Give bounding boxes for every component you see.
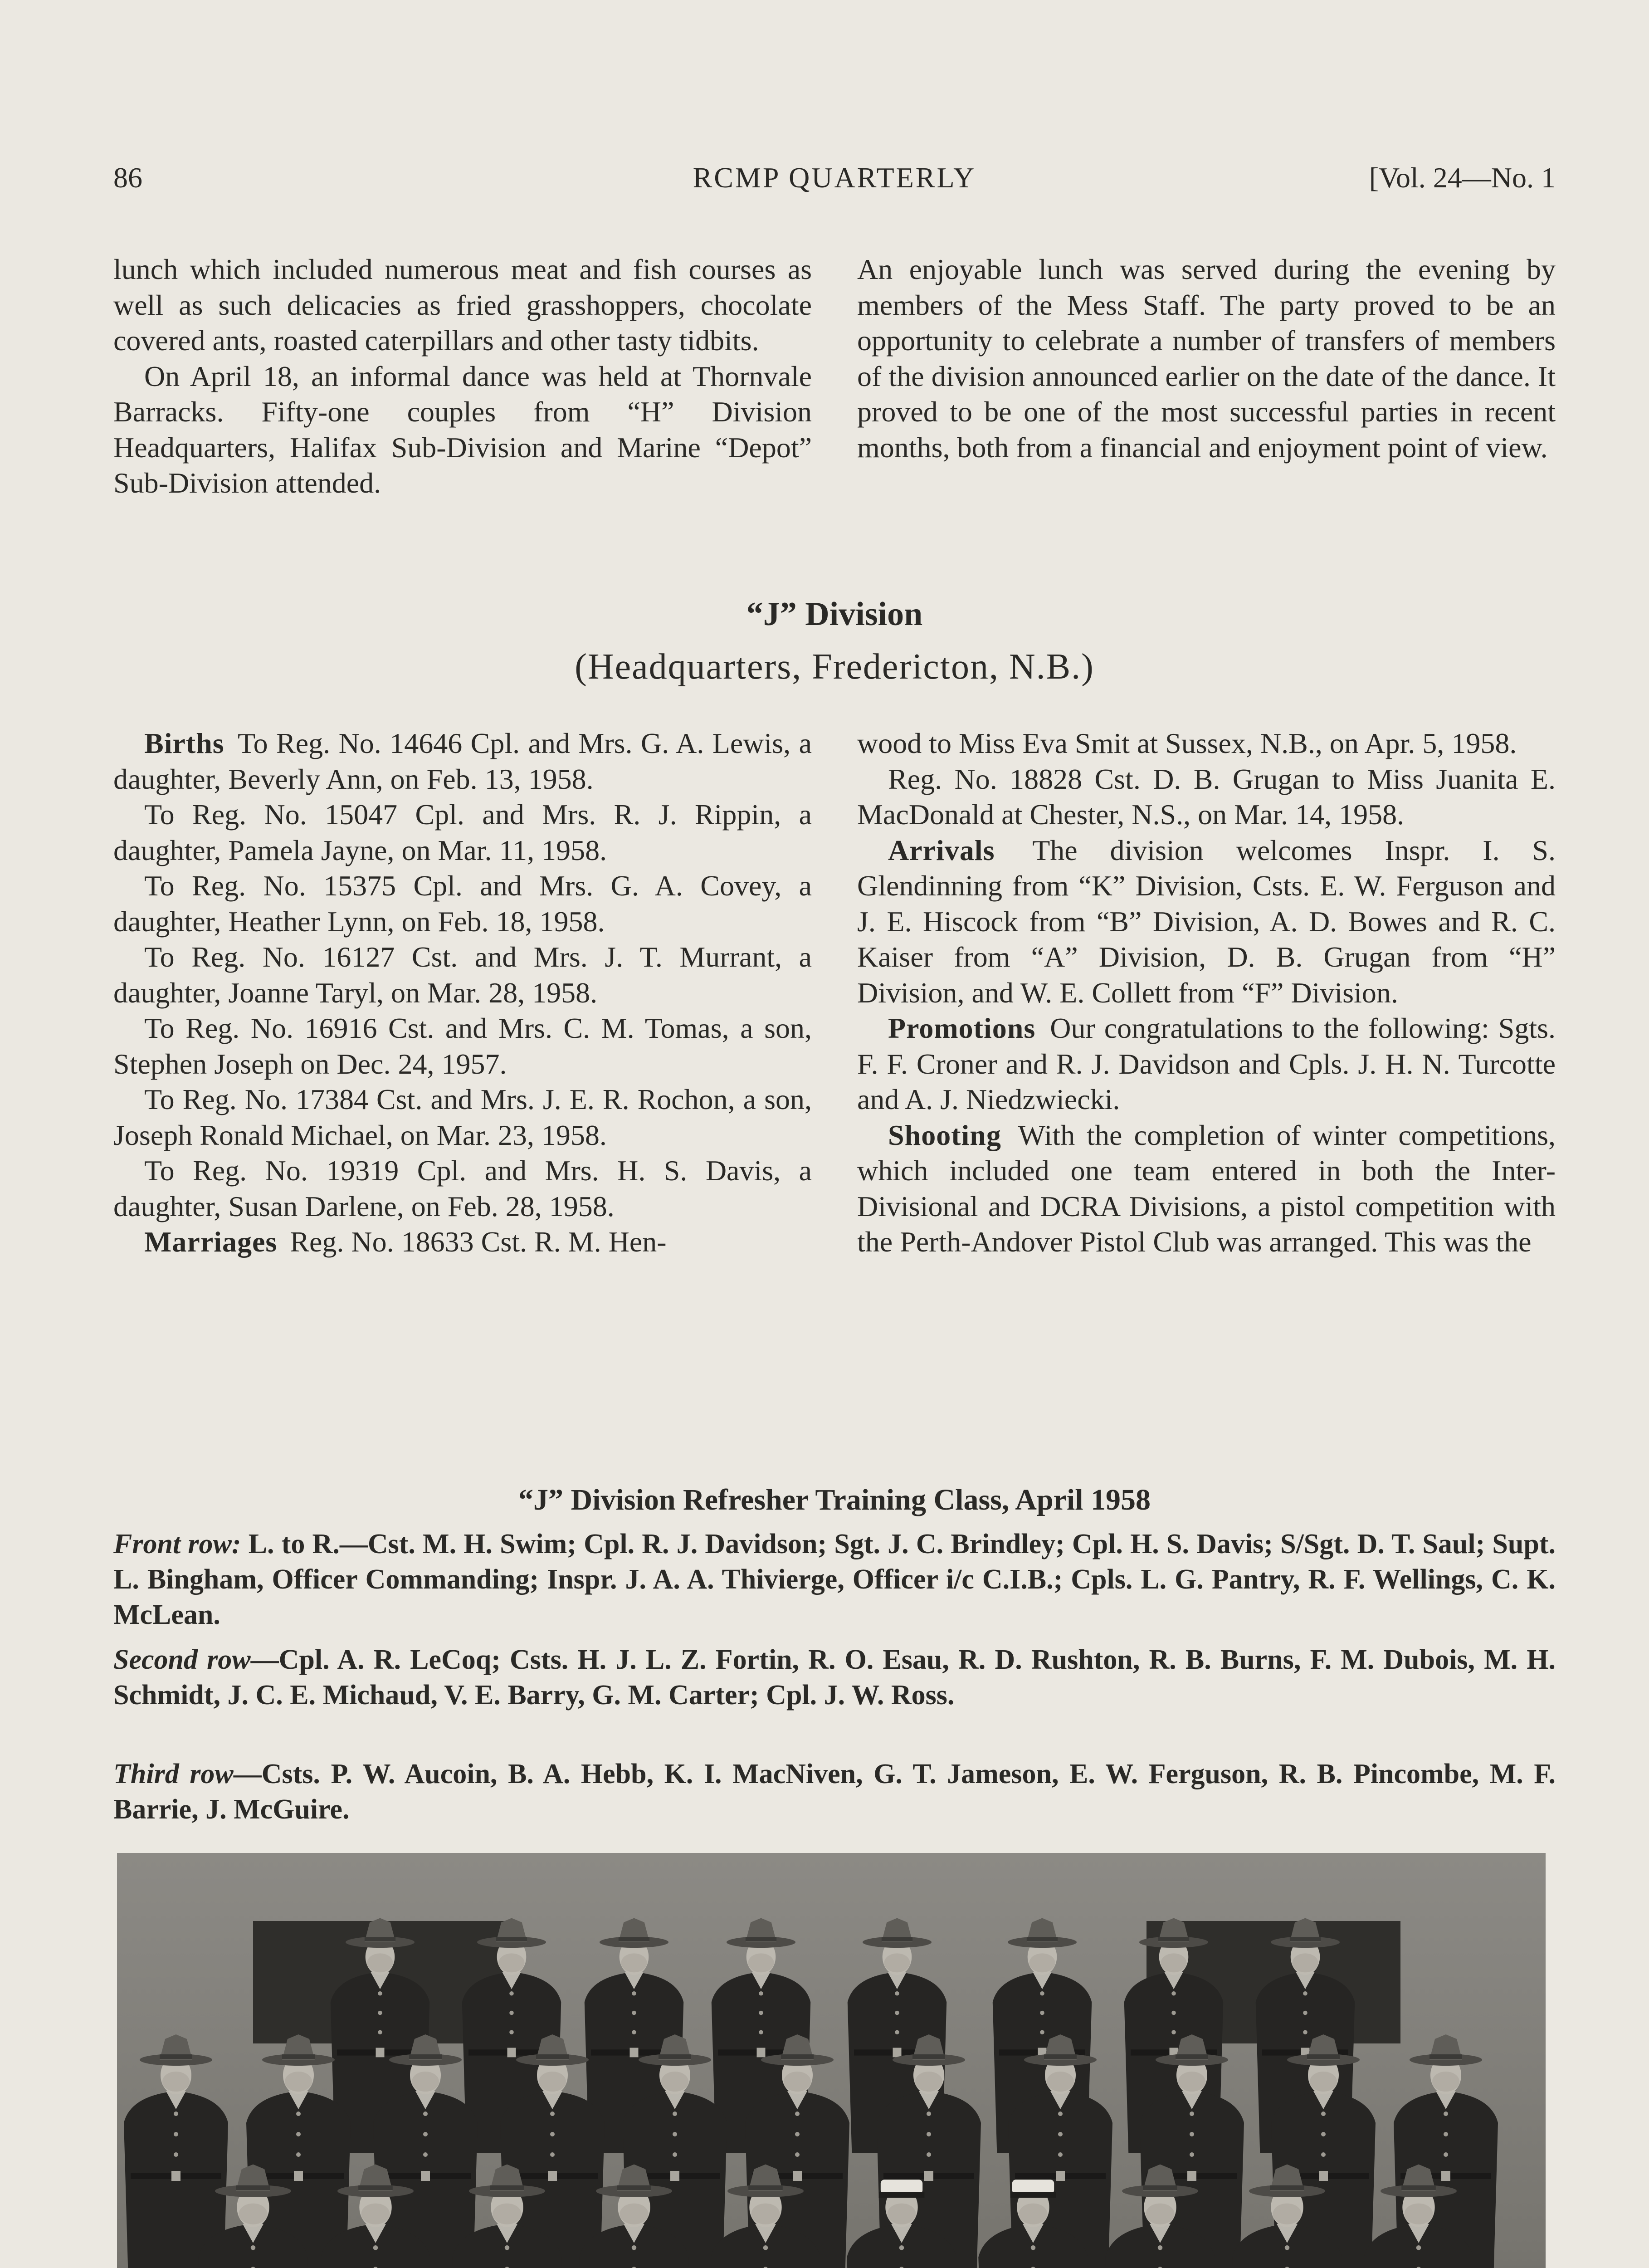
run-in-head-marriages: Marriages bbox=[144, 1226, 278, 1258]
paragraph: To Reg. No. 19319 Cpl. and Mrs. H. S. Davis, a daughter, Susan Darlene, on Feb. 28, 1958. bbox=[113, 1154, 812, 1222]
caption-row-label: Front row: bbox=[113, 1529, 241, 1559]
caption-second-row bbox=[113, 1642, 1556, 1713]
caption-row-label: Second row bbox=[113, 1644, 251, 1675]
caption-third-row bbox=[113, 1756, 1556, 1827]
promotions-paragraph bbox=[857, 1011, 1556, 1118]
paragraph: On April 18, an informal dance was held at Thornvale Barracks. Fifty-one couples from “H” Division Headquarters, Halifax Sub-Division and Marine “Depot” Sub-Division attended. bbox=[113, 360, 812, 499]
division-subheading: (Headquarters, Fredericton, N.B.) bbox=[575, 647, 1094, 687]
paragraph: Reg. No. 18828 Cst. D. B. Grugan to Miss Juanita E. MacDonald at Chester, N.S., on Mar. 14, 1958. bbox=[857, 763, 1556, 831]
page-number: 86 bbox=[113, 161, 142, 194]
run-in-head-shooting: Shooting bbox=[888, 1119, 1001, 1151]
paragraph: To Reg. No. 16916 Cst. and Mrs. C. M. Tomas, a son, Stephen Joseph on Dec. 24, 1957. bbox=[113, 1012, 812, 1080]
caption-row-text: —Cpl. A. R. LeCoq; Csts. H. J. L. Z. Fortin, R. O. Esau, R. D. Rushton, R. B. Burns, F. M. Dubois, M. H. Schmidt, J. C. E. Michaud, V. E. Barry, G. M. Carter; Cpl. J. W. Ross. bbox=[113, 1644, 1556, 1711]
paragraph-text: With the completion of winter competitions, which included one team entered in both the Inter-Divisional and DCRA Divisions, a pistol competition with the Perth-Andover Pistol Club was arranged. This was the bbox=[857, 1119, 1556, 1258]
paragraph-text: The division welcomes Inspr. I. S. Glendinning from “K” Division, Csts. E. W. Ferguson and J. E. Hiscock from “B” Division, A. D. Bowes and R. C. Kaiser from “A” Division, D. B. Grugan from “H” Division, and W. E. Collett from “F” Division. bbox=[857, 834, 1556, 1009]
running-head bbox=[113, 161, 1556, 202]
run-in-head-arrivals: Arrivals bbox=[888, 834, 995, 866]
caption-row-label: Third row bbox=[113, 1759, 234, 1789]
top-left-column bbox=[113, 252, 812, 501]
photo-caption-title: “J” Division Refresher Training Class, April 1958 bbox=[518, 1483, 1151, 1516]
shooting-paragraph bbox=[857, 1118, 1556, 1260]
paragraph: To Reg. No. 17384 Cst. and Mrs. J. E. R. Rochon, a son, Joseph Ronald Michael, on Mar. 23, 1958. bbox=[113, 1083, 812, 1151]
volume-issue: [Vol. 24—No. 1 bbox=[1369, 161, 1556, 194]
run-in-head-promotions: Promotions bbox=[888, 1012, 1036, 1044]
births-paragraph bbox=[113, 726, 812, 797]
run-in-head-births: Births bbox=[144, 727, 224, 759]
arrivals-paragraph bbox=[857, 833, 1556, 1011]
paragraph: To Reg. No. 16127 Cst. and Mrs. J. T. Murrant, a daughter, Joanne Taryl, on Mar. 28, 1958. bbox=[113, 941, 812, 1009]
caption-row-text: —Csts. P. W. Aucoin, B. A. Hebb, K. I. MacNiven, G. T. Jameson, E. W. Ferguson, R. B. Pincombe, M. F. Barrie, J. McGuire. bbox=[113, 1759, 1556, 1825]
paragraph: To Reg. No. 15047 Cpl. and Mrs. R. J. Rippin, a daughter, Pamela Jayne, on Mar. 11, 1958. bbox=[113, 798, 812, 866]
right-column bbox=[857, 726, 1556, 1260]
paragraph: To Reg. No. 15375 Cpl. and Mrs. G. A. Covey, a daughter, Heather Lynn, on Feb. 18, 1958. bbox=[113, 870, 812, 938]
paragraph: lunch which included numerous meat and fish courses as well as such delicacies as fried grasshoppers, chocolate covered ants, roasted caterpillars and other tasty tidbits. bbox=[113, 253, 812, 357]
paragraph-text: Reg. No. 18633 Cst. R. M. Hen- bbox=[290, 1226, 667, 1258]
marriages-paragraph bbox=[113, 1224, 812, 1260]
top-right-column bbox=[857, 252, 1556, 465]
paragraph-text: Our congratulations to the following: Sgts. F. F. Croner and R. J. Davidson and Cpls. J. H. N. Turcotte and A. J. Niedzwiecki. bbox=[857, 1012, 1556, 1115]
group-photograph bbox=[117, 1853, 1546, 2268]
paragraph-text: To Reg. No. 14646 Cpl. and Mrs. G. A. Lewis, a daughter, Beverly Ann, on Feb. 13, 1958. bbox=[113, 727, 812, 795]
caption-row-text: L. to R.—Cst. M. H. Swim; Cpl. R. J. Davidson; Sgt. J. C. Brindley; Cpl. H. S. Davis; S/Sgt. D. T. Saul; Supt. L. Bingham, Officer Commanding; Inspr. J. A. A. Thivierge, Officer i/c C.I.B.; Cpls. L. G. Pantry, R. F. Wellings, C. K. McLean. bbox=[113, 1529, 1556, 1630]
paragraph: wood to Miss Eva Smit at Sussex, N.B., on Apr. 5, 1958. bbox=[857, 727, 1517, 759]
paragraph: An enjoyable lunch was served during the evening by members of the Mess Staff. The party proved to be an opportunity to celebrate a number of transfers of members of the division announced earlier on the date of the dance. It proved to be one of the most successful parties in recent months, both from a financial and enjoyment point of view. bbox=[857, 253, 1556, 464]
division-heading: “J” Division bbox=[746, 596, 923, 633]
caption-front-row bbox=[113, 1526, 1556, 1633]
left-column bbox=[113, 726, 812, 1260]
journal-title: RCMP QUARTERLY bbox=[693, 161, 976, 194]
group-photograph-art bbox=[117, 1853, 1546, 2268]
